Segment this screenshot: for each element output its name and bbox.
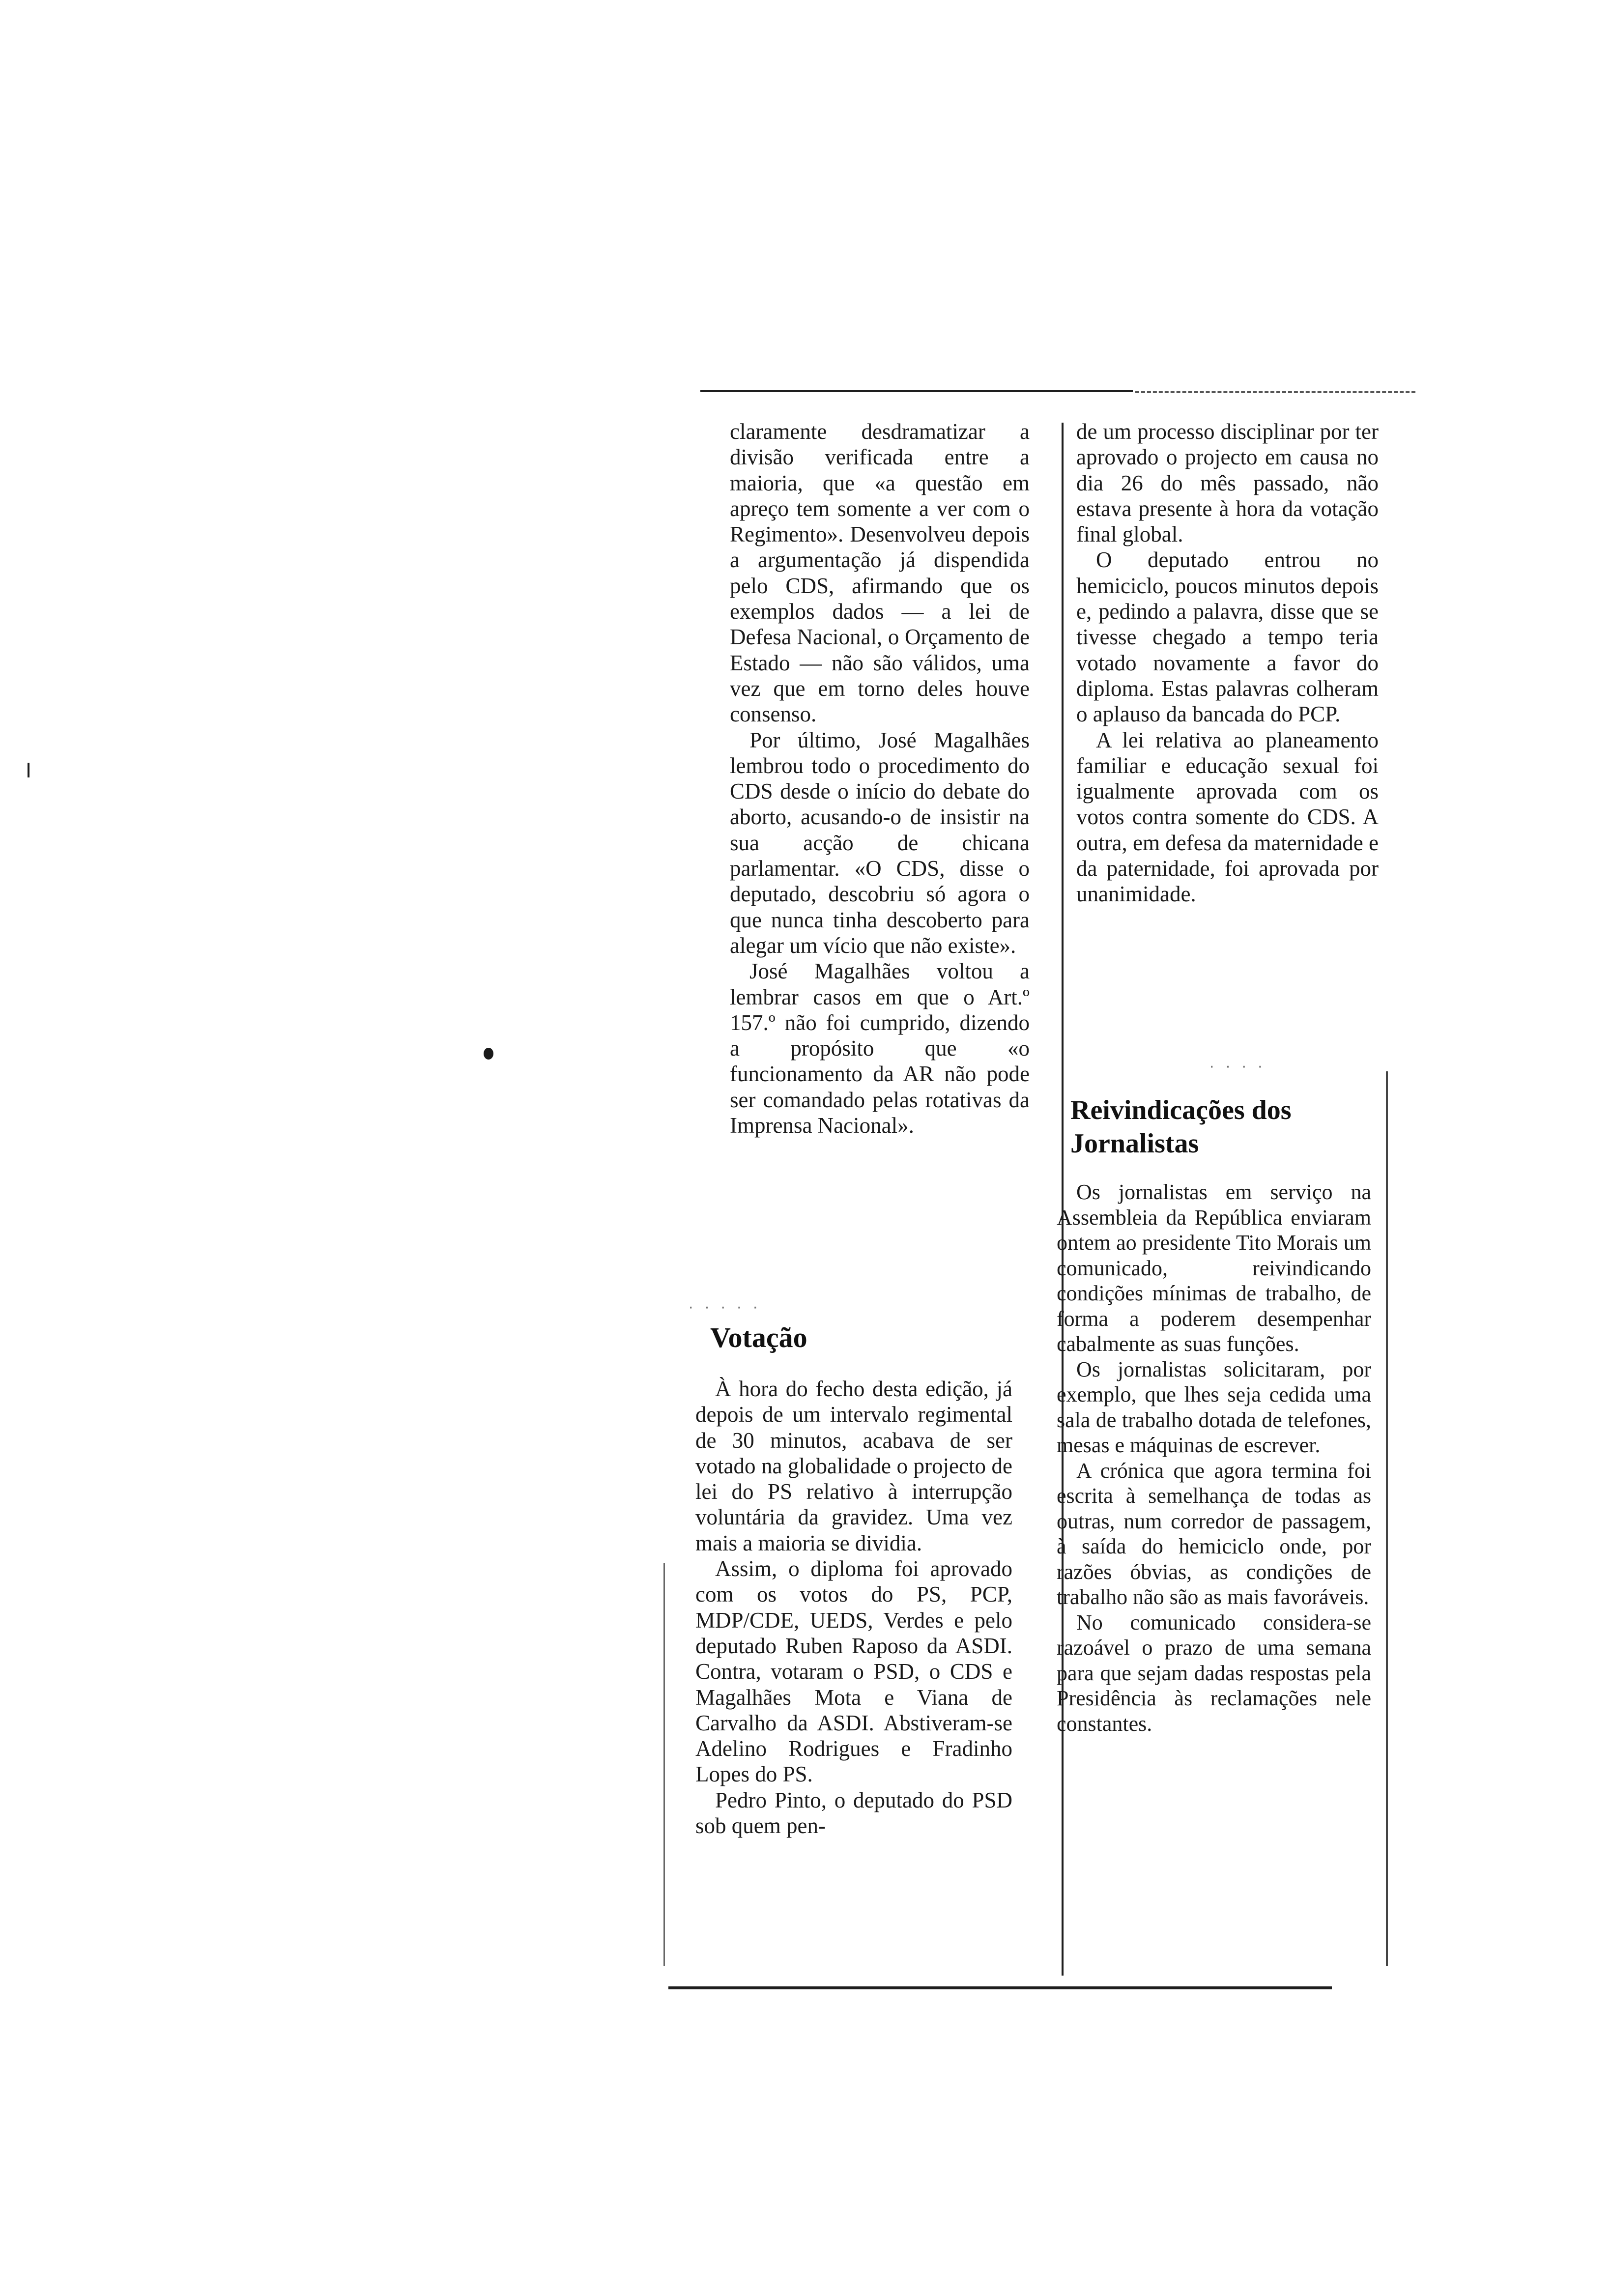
article-column-1 [730,419,1030,1138]
article-column-2 [695,1376,1012,1838]
top-rule-left [700,390,1133,392]
paragraph: Por último, José Magalhães lembrou todo o procedimento do CDS desde o início do debate do aborto, acusando-o de insistir na sua acção de chicana parlamentar. «O CDS, disse o deputado, descobriu só agora o que nunca tinha descoberto para alegar um vício que não existe». [730,727,1030,958]
column-divider-left-lower [663,1563,665,1966]
article-column-4 [1057,1179,1371,1736]
section-heading-reivindicacoes: Reivindicações dos Jornalistas [1070,1095,1292,1159]
scan-noise: · · · · [1209,1057,1266,1075]
scan-noise: · · · · · [688,1297,761,1316]
paragraph: Assim, o diploma foi aprovado com os votos do PS, PCP, MDP/CDE, UEDS, Verdes e pelo deputado Ruben Raposo da ASDI. Contra, votaram o PSD, o CDS e Magalhães Mota e Viana de Carvalho da ASDI. Abstiveram-se Adelino Rodrigues e Fradinho Lopes do PS. [695,1556,1012,1787]
paragraph: Os jornalistas em serviço na Assembleia da República enviaram ontem ao presidente Tito Morais um comunicado, reivindicando condições mínimas de trabalho, de forma a poderem desempenhar cabalmente as suas funções. [1057,1180,1371,1356]
margin-tick [28,763,29,777]
paragraph: Pedro Pinto, o deputado do PSD sob quem pen- [695,1787,1012,1838]
section-heading-votacao: Votação [710,1321,807,1353]
column-divider-right [1386,1071,1388,1966]
paragraph: de um processo disciplinar por ter aprovado o projecto em causa no dia 26 do mês passado, não estava presente à hora da votação final global. [1076,419,1379,547]
paragraph: A lei relativa ao planeamento familiar e educação sexual foi igualmente aprovada com os votos contra somente do CDS. A outra, em defesa da maternidade e da paternidade, foi aprovada por unanimidade. [1076,727,1379,907]
paragraph: O deputado entrou no hemiciclo, poucos minutos depois e, pedindo a palavra, disse que se tivesse chegado a tempo teria votado novamente a favor do diploma. Estas palavras colheram o aplauso da bancada do PCP. [1076,547,1379,727]
paragraph: No comunicado considera-se razoável o prazo de uma semana para que sejam dadas respostas pela Presidência às reclamações nele constantes. [1057,1610,1371,1736]
top-rule-right [1135,391,1415,393]
paragraph: A crónica que agora termina foi escrita à semelhança de todas as outras, num corredor de passagem, à saída do hemiciclo onde, por razões óbvias, as condições de trabalho não são as mais favoráveis. [1057,1458,1371,1609]
paragraph: claramente desdramatizar a divisão verificada entre a maioria, que «a questão em apreço tem somente a ver com o Regimento». Desenvolveu depois a argumentação já dispendida pelo CDS, afirmando que os exemplos dados — a lei de Defesa Nacional, o Orçamento de Estado — não são válidos, uma vez que em torno deles houve consenso. [730,419,1030,727]
paragraph: À hora do fecho desta edição, já depois de um intervalo regimental de 30 minutos, acabava de ser votado na globalidade o projecto de lei do PS relativo à interrupção voluntária da gravidez. Uma vez mais a maioria se dividia. [695,1377,1012,1555]
margin-dot [484,1048,493,1060]
bottom-rule [668,1986,1332,1989]
paragraph: Os jornalistas solicitaram, por exemplo, que lhes seja cedida uma sala de trabalho dotada de telefones, mesas e máquinas de escrever. [1057,1357,1371,1457]
paragraph: José Magalhães voltou a lembrar casos em que o Art.º 157.º não foi cumprido, dizendo a propósito que «o funcionamento da AR não pode ser comandado pelas rotativas da Imprensa Nacional». [730,959,1030,1138]
article-column-3 [1076,419,1379,907]
